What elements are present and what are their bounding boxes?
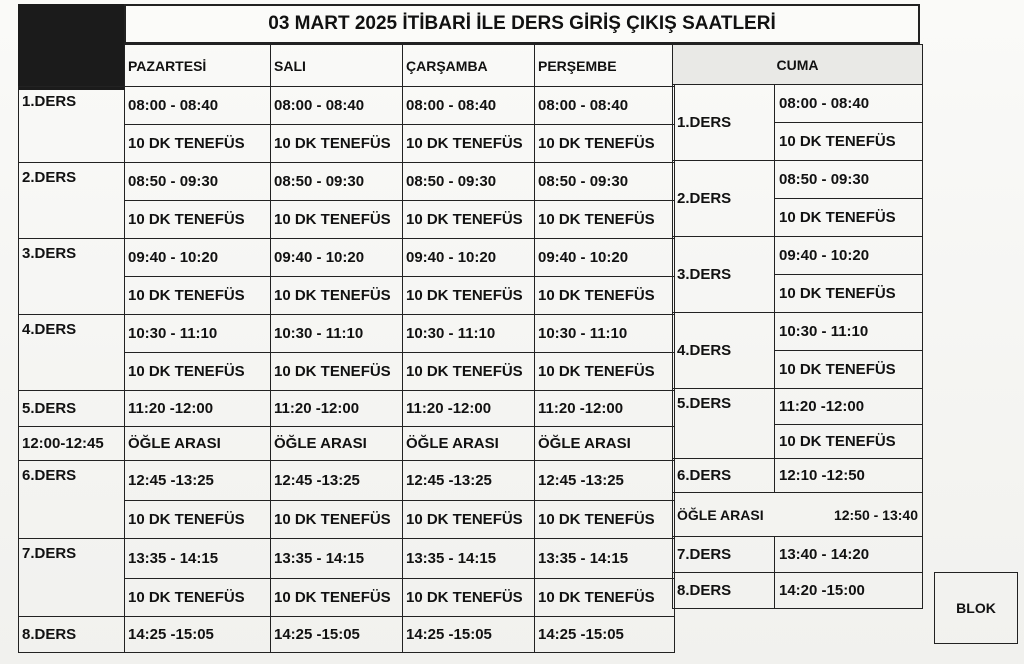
lesson-label: 1.DERS bbox=[673, 85, 775, 161]
lesson-time: 10:30 - 11:10 bbox=[775, 313, 923, 351]
lesson-time: 13:35 - 14:15 bbox=[271, 539, 403, 579]
lesson-time: 08:00 - 08:40 bbox=[125, 87, 271, 125]
lesson-time: 08:00 - 08:40 bbox=[535, 87, 675, 125]
lunch-time: 12:50 - 13:40 bbox=[833, 506, 918, 523]
break-text: 10 DK TENEFÜS bbox=[271, 353, 403, 391]
lesson-time: 13:40 - 14:20 bbox=[775, 537, 923, 573]
lesson-label: 2.DERS bbox=[19, 163, 125, 239]
lesson-time: 14:20 -15:00 bbox=[775, 573, 923, 609]
lesson-time: 11:20 -12:00 bbox=[775, 389, 923, 425]
lesson-time: 09:40 - 10:20 bbox=[535, 239, 675, 277]
lesson-time: 08:00 - 08:40 bbox=[403, 87, 535, 125]
lesson-time: 10:30 - 11:10 bbox=[125, 315, 271, 353]
lunch-label: ÖĞLE ARASI bbox=[677, 506, 764, 523]
lesson-time: 08:50 - 09:30 bbox=[775, 161, 923, 199]
break-text: 10 DK TENEFÜS bbox=[125, 353, 271, 391]
lesson-label: 4.DERS bbox=[673, 313, 775, 389]
lesson-time: 13:35 - 14:15 bbox=[403, 539, 535, 579]
lesson-time: 12:45 -13:25 bbox=[125, 461, 271, 501]
break-text: 10 DK TENEFÜS bbox=[125, 201, 271, 239]
lesson-label: 4.DERS bbox=[19, 315, 125, 391]
lesson-label: 5.DERS bbox=[673, 389, 775, 459]
break-text: 10 DK TENEFÜS bbox=[535, 201, 675, 239]
lesson-time: 11:20 -12:00 bbox=[271, 391, 403, 427]
break-text: 10 DK TENEFÜS bbox=[271, 277, 403, 315]
friday-table bbox=[672, 44, 923, 609]
lesson-label: 3.DERS bbox=[19, 239, 125, 315]
lesson-time: 13:35 - 14:15 bbox=[535, 539, 675, 579]
break-text: 10 DK TENEFÜS bbox=[403, 277, 535, 315]
lesson-label: 8.DERS bbox=[19, 617, 125, 653]
empty-header bbox=[19, 45, 125, 87]
lesson-time: 08:50 - 09:30 bbox=[271, 163, 403, 201]
lunch-label: ÖĞLE ARASI bbox=[271, 427, 403, 461]
lesson-time: 14:25 -15:05 bbox=[271, 617, 403, 653]
break-text: 10 DK TENEFÜS bbox=[775, 123, 923, 161]
break-text: 10 DK TENEFÜS bbox=[535, 353, 675, 391]
lesson-label: 8.DERS bbox=[673, 573, 775, 609]
lunch-label: ÖĞLE ARASI bbox=[403, 427, 535, 461]
lesson-time: 12:45 -13:25 bbox=[403, 461, 535, 501]
break-text: 10 DK TENEFÜS bbox=[403, 125, 535, 163]
lesson-time: 14:25 -15:05 bbox=[403, 617, 535, 653]
friday-lunch bbox=[673, 493, 923, 537]
break-text: 10 DK TENEFÜS bbox=[125, 579, 271, 617]
lesson-time: 08:00 - 08:40 bbox=[271, 87, 403, 125]
break-text: 10 DK TENEFÜS bbox=[403, 579, 535, 617]
lesson-time: 08:50 - 09:30 bbox=[535, 163, 675, 201]
day-header-carsamba: ÇARŞAMBA bbox=[403, 45, 535, 87]
break-text: 10 DK TENEFÜS bbox=[403, 201, 535, 239]
lesson-time: 11:20 -12:00 bbox=[535, 391, 675, 427]
lesson-label: 6.DERS bbox=[673, 459, 775, 493]
lesson-time: 12:10 -12:50 bbox=[775, 459, 923, 493]
break-text: 10 DK TENEFÜS bbox=[125, 501, 271, 539]
lesson-time: 10:30 - 11:10 bbox=[271, 315, 403, 353]
day-header-cuma: CUMA bbox=[673, 45, 923, 85]
lunch-time: 12:00-12:45 bbox=[19, 427, 125, 461]
day-header-persembe: PERŞEMBE bbox=[535, 45, 675, 87]
day-header-pazartesi: PAZARTESİ bbox=[125, 45, 271, 87]
break-text: 10 DK TENEFÜS bbox=[535, 501, 675, 539]
break-text: 10 DK TENEFÜS bbox=[125, 125, 271, 163]
break-text: 10 DK TENEFÜS bbox=[775, 199, 923, 237]
break-text: 10 DK TENEFÜS bbox=[271, 501, 403, 539]
break-text: 10 DK TENEFÜS bbox=[775, 275, 923, 313]
lesson-time: 08:50 - 09:30 bbox=[125, 163, 271, 201]
break-text: 10 DK TENEFÜS bbox=[775, 351, 923, 389]
lunch-label: ÖĞLE ARASI bbox=[125, 427, 271, 461]
lesson-time: 14:25 -15:05 bbox=[535, 617, 675, 653]
lesson-time: 14:25 -15:05 bbox=[125, 617, 271, 653]
lesson-time: 11:20 -12:00 bbox=[125, 391, 271, 427]
break-text: 10 DK TENEFÜS bbox=[535, 277, 675, 315]
break-text: 10 DK TENEFÜS bbox=[125, 277, 271, 315]
lesson-time: 09:40 - 10:20 bbox=[271, 239, 403, 277]
break-text: 10 DK TENEFÜS bbox=[403, 501, 535, 539]
break-text: 10 DK TENEFÜS bbox=[271, 125, 403, 163]
lesson-label: 3.DERS bbox=[673, 237, 775, 313]
lesson-time: 08:00 - 08:40 bbox=[775, 85, 923, 123]
weekday-table bbox=[18, 44, 675, 653]
break-text: 10 DK TENEFÜS bbox=[271, 201, 403, 239]
page-title: 03 MART 2025 İTİBARİ İLE DERS GİRİŞ ÇIKIŞ SAATLERİ bbox=[124, 4, 920, 44]
lesson-label: 2.DERS bbox=[673, 161, 775, 237]
break-text: 10 DK TENEFÜS bbox=[775, 425, 923, 459]
lesson-time: 09:40 - 10:20 bbox=[775, 237, 923, 275]
lesson-time: 10:30 - 11:10 bbox=[535, 315, 675, 353]
lesson-label: 5.DERS bbox=[19, 391, 125, 427]
lesson-time: 11:20 -12:00 bbox=[403, 391, 535, 427]
lesson-label: 1.DERS bbox=[19, 87, 125, 163]
lesson-time: 12:45 -13:25 bbox=[535, 461, 675, 501]
lesson-time: 09:40 - 10:20 bbox=[125, 239, 271, 277]
lesson-time: 12:45 -13:25 bbox=[271, 461, 403, 501]
lesson-label: 7.DERS bbox=[673, 537, 775, 573]
blok-label: BLOK bbox=[934, 572, 1018, 644]
break-text: 10 DK TENEFÜS bbox=[403, 353, 535, 391]
lesson-time: 10:30 - 11:10 bbox=[403, 315, 535, 353]
lesson-time: 09:40 - 10:20 bbox=[403, 239, 535, 277]
lesson-label: 6.DERS bbox=[19, 461, 125, 539]
break-text: 10 DK TENEFÜS bbox=[271, 579, 403, 617]
lunch-label: ÖĞLE ARASI bbox=[535, 427, 675, 461]
break-text: 10 DK TENEFÜS bbox=[535, 125, 675, 163]
lesson-label: 7.DERS bbox=[19, 539, 125, 617]
lesson-time: 08:50 - 09:30 bbox=[403, 163, 535, 201]
break-text: 10 DK TENEFÜS bbox=[535, 579, 675, 617]
lesson-time: 13:35 - 14:15 bbox=[125, 539, 271, 579]
day-header-sali: SALI bbox=[271, 45, 403, 87]
